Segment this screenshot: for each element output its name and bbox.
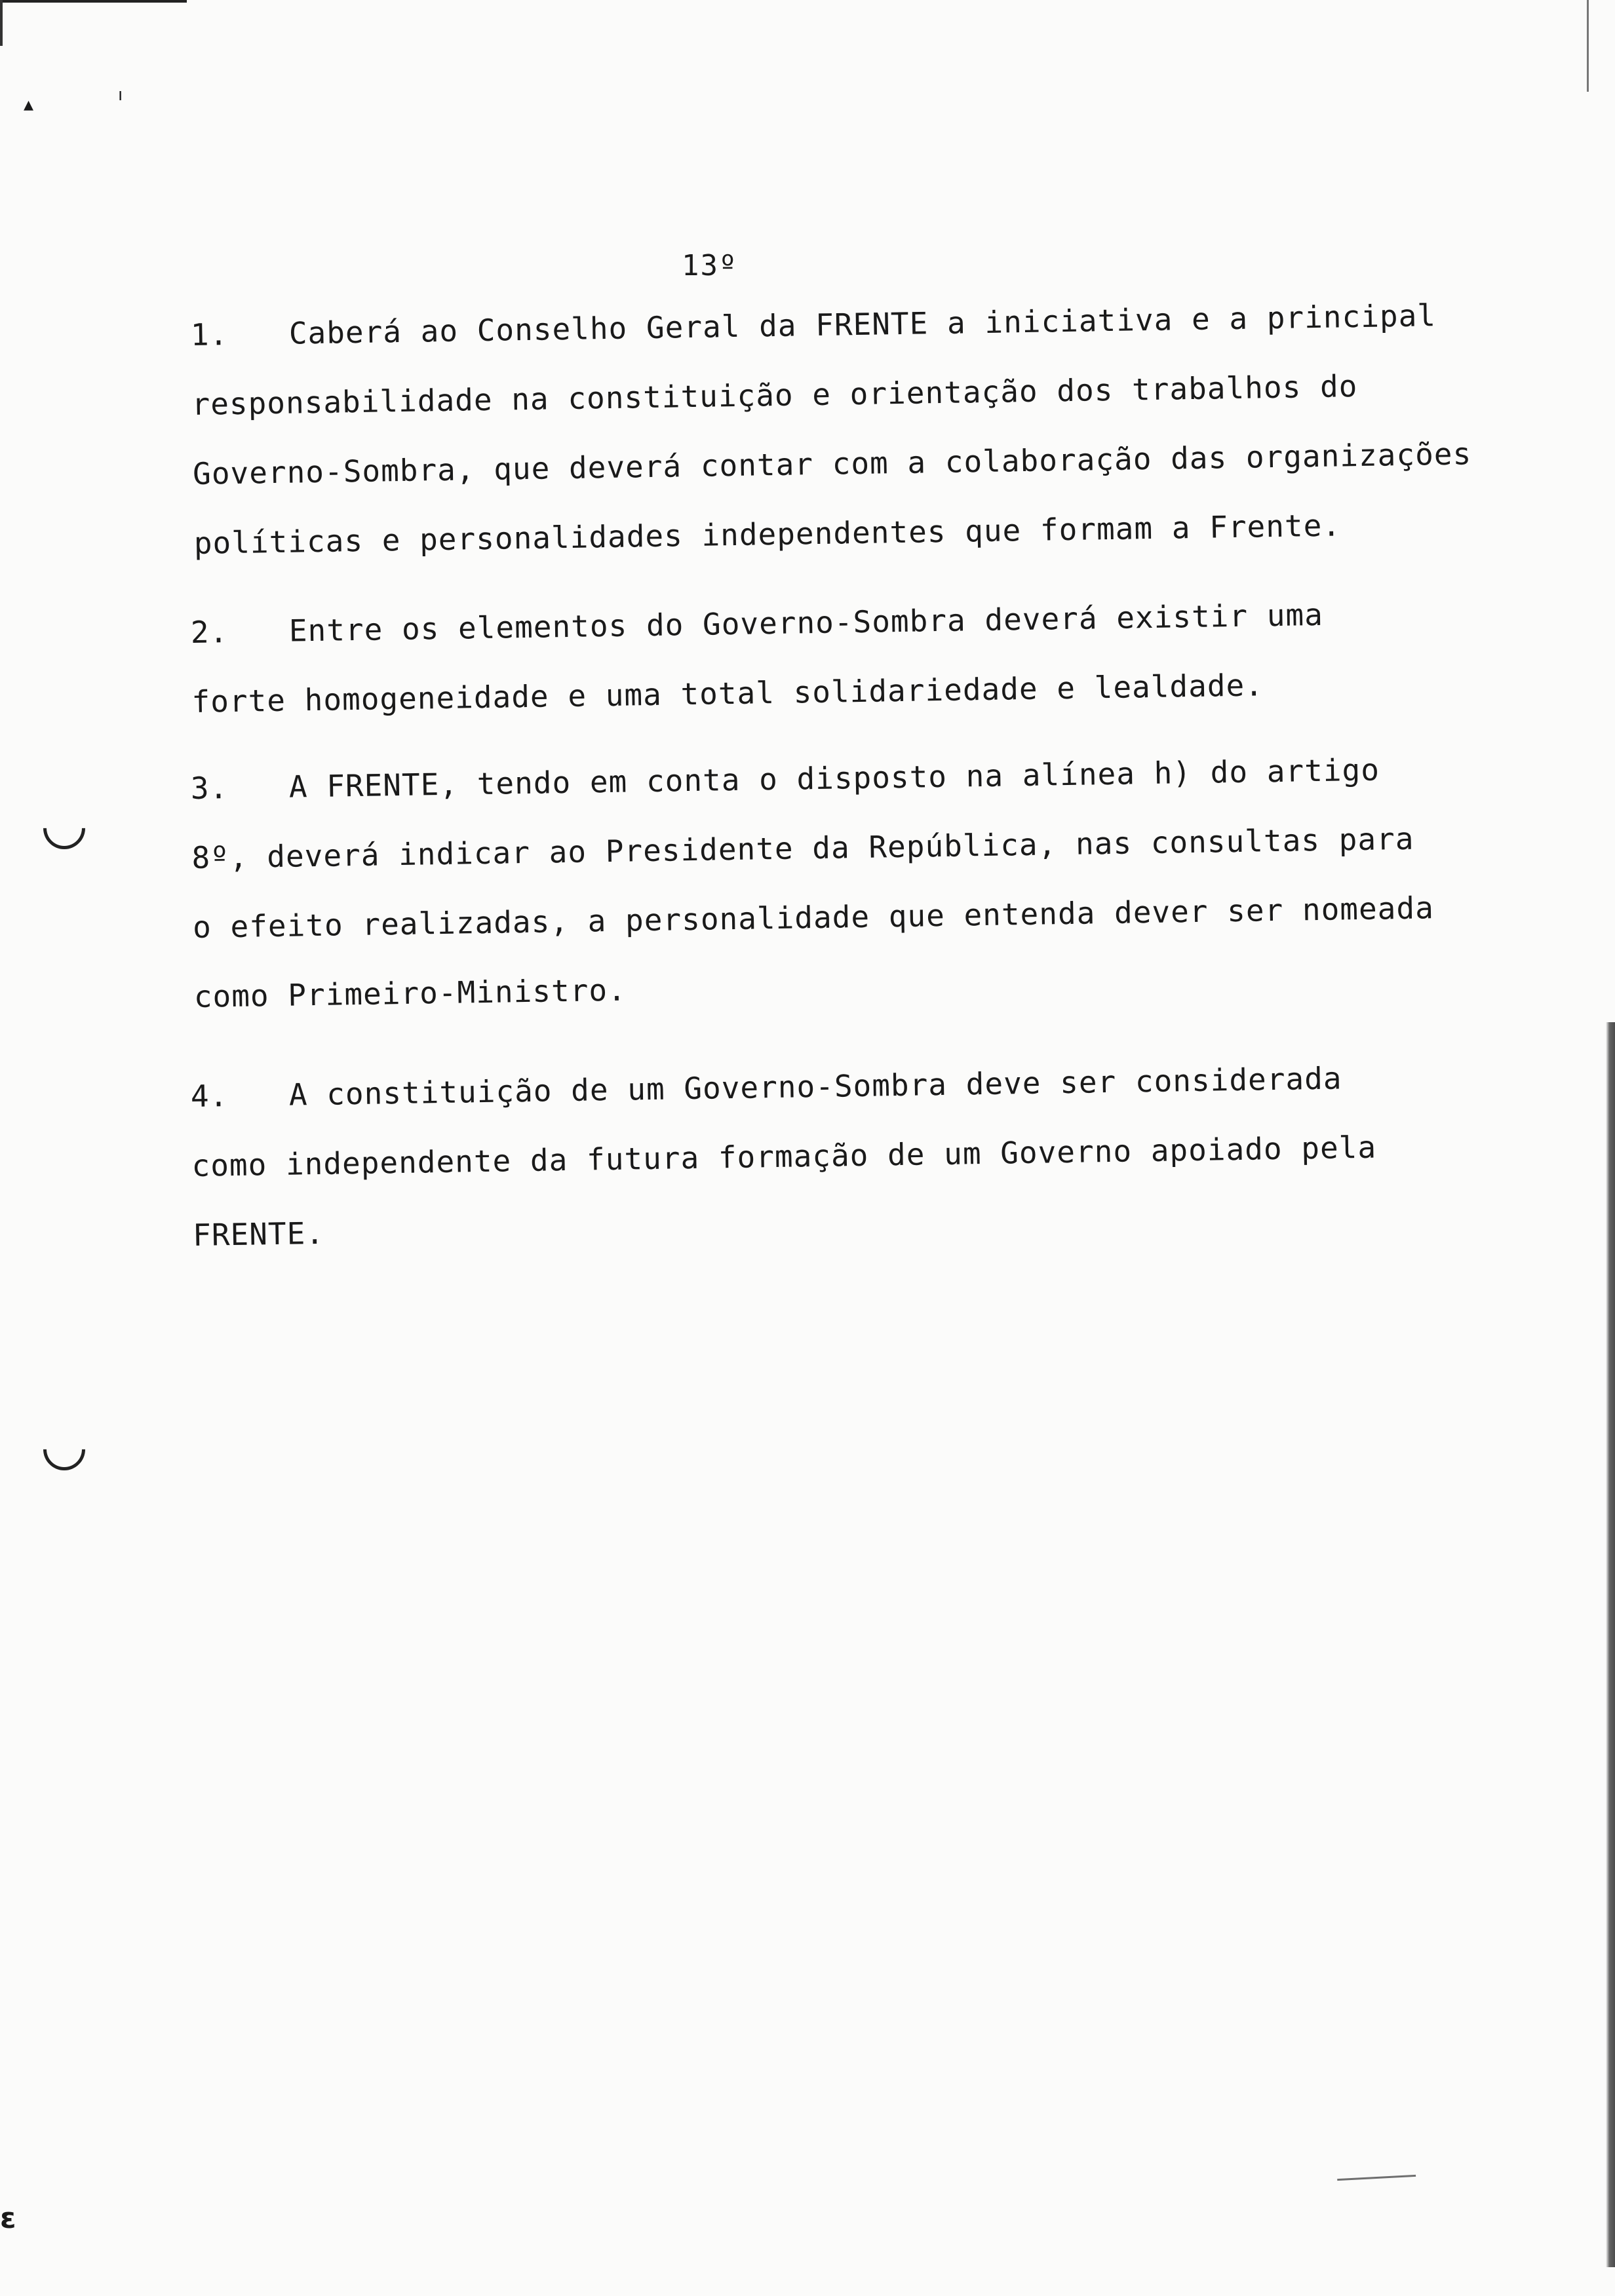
paragraph-line: 8º, deverá indicar ao Presidente da República, nas consultas para bbox=[191, 820, 1414, 875]
paragraph-text: Caberá ao Conselho Geral da FRENTE a iniciativa e a principal bbox=[288, 297, 1437, 351]
paragraph-line: como independente da futura formação de um Governo apoiado pela bbox=[191, 1129, 1377, 1183]
scan-speck: ▴ bbox=[24, 93, 34, 116]
scan-edge-shadow bbox=[1587, 0, 1589, 92]
paragraph-number: 2. bbox=[190, 614, 229, 650]
scan-edge-line bbox=[0, 0, 3, 46]
paragraph-line: políticas e personalidades independentes que formam a Frente. bbox=[193, 507, 1342, 561]
scan-speck: ɛ bbox=[0, 2202, 16, 2235]
numbered-paragraph bbox=[190, 577, 1542, 737]
scan-speck bbox=[1337, 2171, 1416, 2181]
paragraph-text: Entre os elementos do Governo-Sombra deverá existir uma bbox=[288, 596, 1324, 649]
scan-edge-line bbox=[0, 0, 187, 3]
paragraph-number: 4. bbox=[190, 1078, 229, 1114]
numbered-paragraph bbox=[190, 279, 1544, 578]
paragraph-text: A FRENTE, tendo em conta o disposto na alínea h) do artigo bbox=[288, 752, 1380, 805]
paragraph-line: forte homogeneidade e uma total solidariedade e lealdade. bbox=[191, 667, 1264, 719]
paragraph-line: como Primeiro-Ministro. bbox=[193, 972, 627, 1014]
numbered-paragraph bbox=[190, 733, 1544, 1031]
paragraph-line: FRENTE. bbox=[192, 1215, 325, 1253]
paragraph-line: o efeito realizadas, a personalidade que entenda dever ser nomeada bbox=[192, 890, 1435, 945]
paragraph-text: A constituição de um Governo-Sombra deve ser considerada bbox=[288, 1060, 1342, 1113]
paragraph-line: Governo-Sombra, que deverá contar com a colaboração das organizações bbox=[192, 436, 1472, 491]
numbered-paragraph bbox=[190, 1041, 1544, 1270]
paragraph-number: 3. bbox=[190, 770, 229, 806]
paragraph-line: responsabilidade na constituição e orientação dos trabalhos do bbox=[191, 368, 1358, 422]
punch-hole-mark bbox=[35, 799, 94, 858]
scan-speck: ı bbox=[118, 85, 123, 105]
page-number: 13º bbox=[682, 249, 738, 282]
punch-hole-mark bbox=[35, 1420, 94, 1480]
paragraph-number: 1. bbox=[190, 316, 229, 353]
scan-edge-shadow bbox=[1606, 1022, 1615, 2267]
